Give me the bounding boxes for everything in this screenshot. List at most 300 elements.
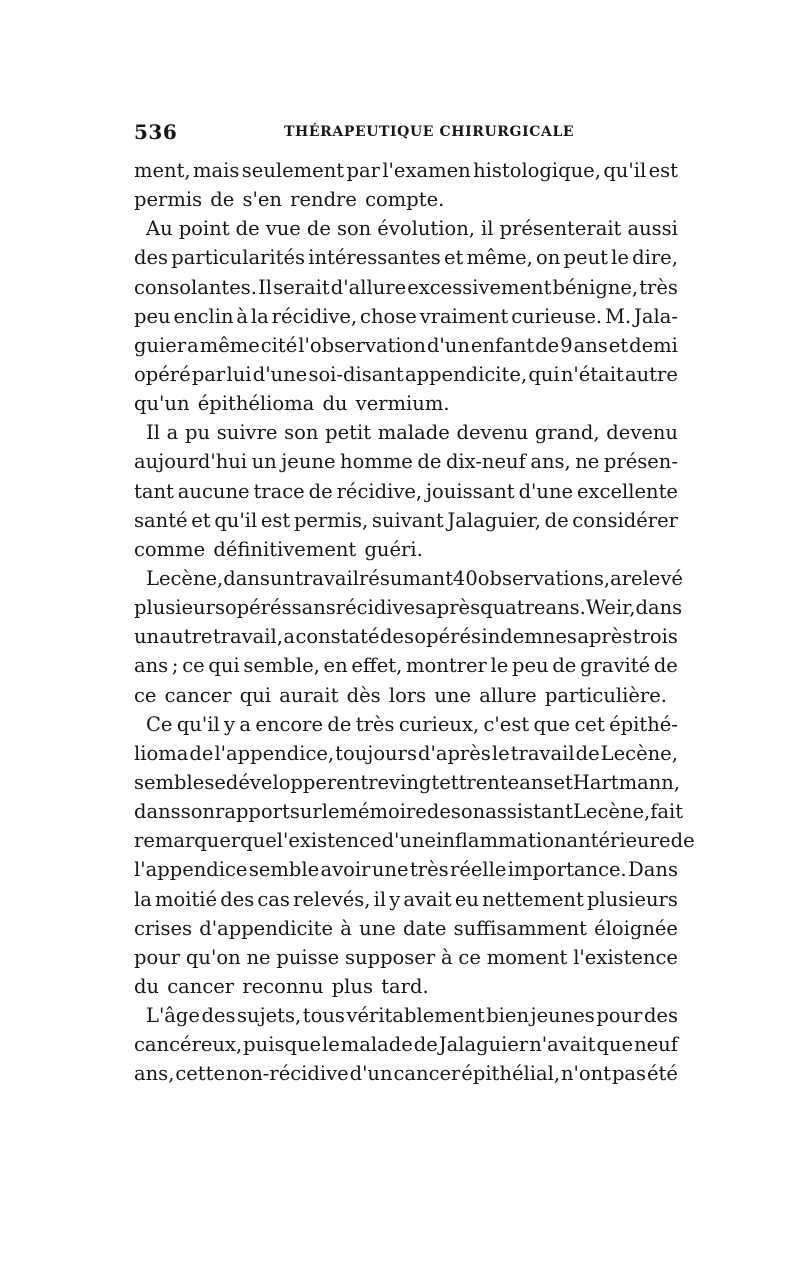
word: de bbox=[417, 450, 442, 474]
word: ne bbox=[246, 945, 271, 969]
word: ans bbox=[573, 333, 608, 357]
word: de bbox=[535, 333, 560, 357]
word: ans, bbox=[530, 450, 571, 474]
word: moment bbox=[486, 945, 568, 969]
word: M. bbox=[604, 304, 632, 328]
word: plus bbox=[331, 974, 373, 998]
word: son bbox=[284, 421, 319, 445]
word: neuf bbox=[634, 1033, 678, 1057]
word: rendre bbox=[290, 188, 357, 212]
word: Jalaguier, bbox=[447, 508, 541, 532]
word: encore bbox=[255, 712, 324, 736]
word: dès bbox=[346, 683, 381, 707]
word: à bbox=[340, 916, 352, 940]
word: indemnes bbox=[481, 625, 577, 649]
word: à bbox=[236, 304, 249, 328]
word: comme bbox=[134, 537, 206, 561]
word: mais bbox=[193, 159, 240, 182]
word: d'appendicite bbox=[199, 916, 334, 940]
word: après bbox=[577, 625, 633, 649]
word: peu bbox=[134, 304, 171, 328]
text-line bbox=[134, 243, 678, 272]
word: compte. bbox=[365, 188, 445, 212]
word: une bbox=[371, 858, 409, 882]
word: Ce bbox=[146, 712, 173, 736]
word: le bbox=[321, 800, 340, 824]
word: autre bbox=[159, 625, 213, 649]
word: ce bbox=[134, 683, 157, 707]
word: semble bbox=[248, 858, 320, 882]
word: d'allure bbox=[330, 275, 407, 299]
word: eu bbox=[454, 887, 479, 911]
word: d'un bbox=[426, 333, 470, 357]
word: récidives bbox=[335, 596, 426, 620]
word: aussi bbox=[627, 217, 678, 241]
word: malade bbox=[340, 1033, 413, 1057]
word: n'avait bbox=[529, 1033, 596, 1057]
word: cet bbox=[574, 712, 605, 736]
word: cancer bbox=[167, 974, 235, 998]
word: et bbox=[444, 246, 464, 270]
text-line bbox=[134, 1030, 678, 1059]
word: très bbox=[639, 275, 678, 299]
word: cancer bbox=[393, 1062, 461, 1086]
word: même, bbox=[466, 246, 533, 270]
text-line bbox=[134, 302, 678, 331]
running-title: THÉRAPEUTIQUE CHIRURGICALE bbox=[284, 124, 575, 140]
word: qu'on bbox=[185, 945, 241, 969]
word: grand, bbox=[534, 421, 600, 445]
word: gravité bbox=[580, 654, 651, 678]
word: épithélial, bbox=[461, 1062, 561, 1086]
word: trois bbox=[632, 625, 678, 649]
word: pour bbox=[134, 945, 181, 969]
word: relevés, bbox=[293, 887, 371, 911]
word: mémoire bbox=[339, 800, 427, 824]
word: autre bbox=[625, 362, 678, 386]
word: par bbox=[191, 362, 226, 386]
word: observations, bbox=[477, 566, 611, 590]
word: nettement bbox=[482, 887, 584, 911]
word: y bbox=[224, 712, 236, 736]
word: il bbox=[481, 217, 494, 241]
word: cité bbox=[260, 333, 298, 357]
word: appendicite, bbox=[404, 362, 528, 386]
text-line bbox=[134, 593, 683, 622]
word: crises bbox=[134, 916, 193, 940]
word: de bbox=[653, 654, 678, 678]
word: des bbox=[201, 1004, 236, 1028]
word: guier bbox=[134, 333, 187, 357]
word: dans bbox=[134, 800, 181, 824]
word: santé bbox=[134, 508, 188, 532]
text-line bbox=[134, 447, 678, 476]
word: antérieure bbox=[566, 829, 671, 853]
word: l'existence bbox=[573, 945, 678, 969]
word: très bbox=[409, 858, 449, 882]
word: du bbox=[134, 974, 160, 998]
word: et bbox=[439, 770, 459, 794]
word: le bbox=[322, 1033, 340, 1057]
text-line bbox=[134, 477, 678, 506]
word: lors bbox=[388, 683, 427, 707]
word: cas bbox=[257, 887, 290, 911]
text-line bbox=[134, 360, 678, 389]
word: ans, bbox=[134, 1062, 175, 1086]
word: puisse bbox=[276, 945, 340, 969]
word: épithélioma bbox=[197, 392, 315, 416]
word: vingt bbox=[389, 770, 440, 794]
word: a bbox=[610, 566, 622, 590]
word: des bbox=[379, 625, 414, 649]
word: montrer bbox=[406, 654, 487, 678]
word: que bbox=[240, 829, 277, 853]
word: lui bbox=[226, 362, 252, 386]
word: vue bbox=[265, 217, 301, 241]
word: constaté bbox=[295, 625, 380, 649]
word: évolution, bbox=[377, 217, 475, 241]
word: qu'il bbox=[176, 712, 220, 736]
word: travail, bbox=[212, 625, 283, 649]
word: tous bbox=[302, 1004, 345, 1028]
word: l'examen bbox=[382, 159, 471, 182]
word: très bbox=[355, 712, 395, 736]
word: aujourd'hui bbox=[134, 450, 248, 474]
word: d'un bbox=[349, 1062, 393, 1086]
word: et bbox=[608, 333, 629, 357]
word: et bbox=[191, 508, 211, 532]
word: a bbox=[239, 712, 252, 736]
word: dix-neuf bbox=[445, 450, 526, 474]
word: entre bbox=[336, 770, 390, 794]
word: à bbox=[440, 945, 453, 969]
word: pu bbox=[185, 421, 211, 445]
word: se bbox=[204, 770, 226, 794]
word: d'une bbox=[381, 829, 437, 853]
word: ans. bbox=[545, 596, 586, 620]
word: ne bbox=[575, 450, 600, 474]
word: curieuse. bbox=[511, 304, 603, 328]
word: de bbox=[544, 508, 569, 532]
word: Jalaguier bbox=[438, 1033, 529, 1057]
word: trente bbox=[458, 770, 520, 794]
word: considérer bbox=[572, 508, 678, 532]
word: dire, bbox=[632, 246, 678, 270]
word: véritablement bbox=[346, 1004, 485, 1028]
word: récidive, bbox=[336, 479, 423, 503]
word: ans bbox=[134, 654, 169, 678]
word: n'était bbox=[560, 362, 624, 386]
word: des bbox=[643, 1004, 678, 1028]
word: que bbox=[596, 1033, 634, 1057]
word: curieux, bbox=[398, 712, 480, 736]
word: le bbox=[490, 654, 509, 678]
text-line bbox=[134, 535, 678, 564]
word: son bbox=[450, 800, 486, 824]
word: malade bbox=[377, 421, 450, 445]
word: une bbox=[359, 916, 396, 940]
text-line bbox=[134, 943, 678, 972]
word: Weir, bbox=[585, 596, 636, 620]
word: c'est bbox=[483, 712, 530, 736]
word: Au bbox=[146, 217, 173, 241]
word: de bbox=[235, 217, 260, 241]
page-header bbox=[134, 120, 678, 144]
word: de bbox=[306, 217, 331, 241]
word: Jala- bbox=[634, 304, 678, 328]
text-line bbox=[134, 972, 678, 1001]
word: qu'il bbox=[214, 508, 258, 532]
word: effet, bbox=[351, 654, 403, 678]
word: un bbox=[134, 625, 160, 649]
word: et bbox=[553, 770, 573, 794]
word: que bbox=[533, 712, 571, 736]
word: relevé bbox=[621, 566, 683, 590]
word: 40 bbox=[452, 566, 478, 590]
word: ment, bbox=[134, 159, 191, 182]
text-line bbox=[134, 331, 678, 360]
word: seulement bbox=[241, 159, 345, 182]
word: permis bbox=[134, 188, 203, 212]
word: développer bbox=[225, 770, 337, 794]
word: opéré bbox=[134, 362, 191, 386]
word: suffisamment bbox=[453, 916, 587, 940]
word: demi bbox=[629, 333, 678, 357]
word: excellente bbox=[577, 479, 678, 503]
word: serait bbox=[273, 275, 330, 299]
word: est bbox=[260, 508, 291, 532]
word: qui bbox=[528, 362, 560, 386]
text-line bbox=[134, 768, 681, 797]
word: date bbox=[402, 916, 447, 940]
word: du bbox=[322, 392, 348, 416]
text-line bbox=[134, 855, 678, 884]
word: est bbox=[648, 159, 678, 182]
text-line bbox=[134, 622, 678, 651]
text-line bbox=[134, 1059, 678, 1088]
word: Il bbox=[146, 421, 160, 445]
word: bénigne, bbox=[552, 275, 639, 299]
word: peut bbox=[563, 246, 608, 270]
word: jeune bbox=[281, 450, 336, 474]
word: présenterait bbox=[499, 217, 622, 241]
word: peu bbox=[512, 654, 549, 678]
text-line bbox=[134, 739, 678, 768]
word: une bbox=[434, 683, 471, 707]
word: Hartmann, bbox=[572, 770, 681, 794]
word: suivant bbox=[371, 508, 444, 532]
text-line bbox=[134, 826, 695, 855]
word: de bbox=[308, 479, 333, 503]
word: enfant bbox=[470, 333, 535, 357]
word: opérés bbox=[224, 596, 292, 620]
word: s'en bbox=[242, 188, 282, 212]
word: vraiment bbox=[419, 304, 509, 328]
word: fait bbox=[650, 800, 684, 824]
word: qui bbox=[239, 683, 272, 707]
word: un bbox=[251, 450, 277, 474]
word: ce bbox=[458, 945, 481, 969]
text-line bbox=[134, 914, 678, 943]
text-line bbox=[134, 389, 678, 418]
word: qu'un bbox=[134, 392, 190, 416]
word: ans bbox=[519, 770, 554, 794]
text-line bbox=[134, 185, 678, 214]
word: quatre bbox=[480, 596, 546, 620]
word: avoir bbox=[320, 858, 371, 882]
word: la bbox=[134, 887, 152, 911]
word: 9 bbox=[560, 333, 573, 357]
word: par bbox=[346, 159, 380, 182]
word: de bbox=[210, 188, 235, 212]
text-line bbox=[134, 214, 678, 243]
word: permis, bbox=[293, 508, 369, 532]
word: inflammation bbox=[436, 829, 567, 853]
text-line bbox=[134, 506, 678, 535]
word: de bbox=[426, 800, 451, 824]
word: travail bbox=[295, 566, 359, 590]
word: plusieurs bbox=[586, 887, 678, 911]
word: de bbox=[552, 654, 577, 678]
word: dans bbox=[223, 566, 270, 590]
word: Il bbox=[258, 275, 273, 299]
word: intéressantes bbox=[308, 246, 441, 270]
word: l'existence bbox=[276, 829, 382, 853]
text-line bbox=[134, 418, 678, 447]
word: récidive, bbox=[271, 304, 358, 328]
word: de bbox=[413, 1033, 438, 1057]
text-line bbox=[134, 885, 678, 914]
word: bien bbox=[486, 1004, 530, 1028]
word: consolantes. bbox=[134, 275, 257, 299]
text-line bbox=[134, 156, 678, 185]
text-line bbox=[134, 710, 678, 739]
word: aucune bbox=[177, 479, 250, 503]
word: d'après bbox=[417, 741, 491, 765]
word: l'observation bbox=[298, 333, 426, 357]
word: d'une bbox=[252, 362, 308, 386]
word: semble bbox=[134, 770, 205, 794]
word: Lecène, bbox=[572, 800, 651, 824]
word: sans bbox=[291, 596, 336, 620]
word: remarquer bbox=[134, 829, 241, 853]
text-line bbox=[134, 564, 683, 593]
word: moitié bbox=[155, 887, 218, 911]
text-line bbox=[134, 797, 684, 826]
word: tant bbox=[134, 479, 174, 503]
word: chose bbox=[360, 304, 417, 328]
word: après bbox=[425, 596, 481, 620]
word: opérés bbox=[414, 625, 482, 649]
word: jouissant bbox=[426, 479, 515, 503]
word: particularités bbox=[171, 246, 306, 270]
word: importance. bbox=[507, 858, 627, 882]
word: allure bbox=[479, 683, 537, 707]
word: Lecène, bbox=[600, 741, 678, 765]
word: en bbox=[323, 654, 348, 678]
word: résumant bbox=[358, 566, 453, 590]
word: lioma bbox=[134, 741, 189, 765]
word: son bbox=[336, 217, 372, 241]
word: y bbox=[389, 887, 401, 911]
word: petit bbox=[325, 421, 372, 445]
word: cette bbox=[175, 1062, 225, 1086]
word: a bbox=[283, 625, 296, 649]
text-line bbox=[134, 273, 678, 302]
word: réelle bbox=[450, 858, 507, 882]
word: homme bbox=[340, 450, 413, 474]
word: reconnu bbox=[242, 974, 324, 998]
word: des bbox=[134, 246, 169, 270]
word: de bbox=[327, 712, 352, 736]
word: de bbox=[189, 741, 214, 765]
word: a bbox=[187, 333, 199, 357]
word: jeunes bbox=[530, 1004, 595, 1028]
word: soi-disant bbox=[308, 362, 404, 386]
word: devenu bbox=[456, 421, 529, 445]
word: il bbox=[373, 887, 387, 911]
word: son bbox=[180, 800, 215, 824]
word: Lecène, bbox=[146, 566, 224, 590]
word: la bbox=[250, 304, 269, 328]
word: dans bbox=[635, 596, 683, 620]
word: un bbox=[269, 566, 296, 590]
word: n'ont bbox=[560, 1062, 612, 1086]
word: vermium. bbox=[355, 392, 450, 416]
word: été bbox=[646, 1062, 678, 1086]
word: rapport bbox=[215, 800, 290, 824]
word: des bbox=[220, 887, 255, 911]
word: qu'il bbox=[603, 159, 647, 182]
word: semble, bbox=[243, 654, 320, 678]
text-line bbox=[134, 1001, 678, 1030]
word: même bbox=[199, 333, 260, 357]
word: épithé- bbox=[609, 712, 678, 736]
word: qui bbox=[208, 654, 240, 678]
word: cancéreux, bbox=[134, 1033, 243, 1057]
word: cancer bbox=[164, 683, 232, 707]
page-number: 536 bbox=[134, 120, 178, 144]
word: l'appendice bbox=[134, 858, 248, 882]
word: sur bbox=[289, 800, 322, 824]
word: toujours bbox=[335, 741, 417, 765]
word: d'une bbox=[518, 479, 574, 503]
word: avait bbox=[403, 887, 452, 911]
text-line bbox=[134, 681, 678, 710]
word: plusieurs bbox=[134, 596, 225, 620]
word: puisque bbox=[243, 1033, 322, 1057]
word: histologique, bbox=[473, 159, 601, 182]
word: sujets, bbox=[237, 1004, 302, 1028]
word: ce bbox=[182, 654, 205, 678]
word: devenu bbox=[606, 421, 678, 445]
word: a bbox=[166, 421, 179, 445]
word: Dans bbox=[628, 858, 678, 882]
word: excessivement bbox=[407, 275, 552, 299]
word: pour bbox=[596, 1004, 643, 1028]
word: tard. bbox=[381, 974, 429, 998]
word: L'âge bbox=[146, 1004, 200, 1028]
word: éloignée bbox=[594, 916, 678, 940]
word: travail bbox=[510, 741, 575, 765]
word: suivre bbox=[216, 421, 278, 445]
word: aurait bbox=[279, 683, 339, 707]
word: enclin bbox=[173, 304, 234, 328]
word: pas bbox=[611, 1062, 647, 1086]
word: de bbox=[670, 829, 695, 853]
text-line bbox=[134, 651, 678, 680]
word: définitivement bbox=[213, 537, 357, 561]
